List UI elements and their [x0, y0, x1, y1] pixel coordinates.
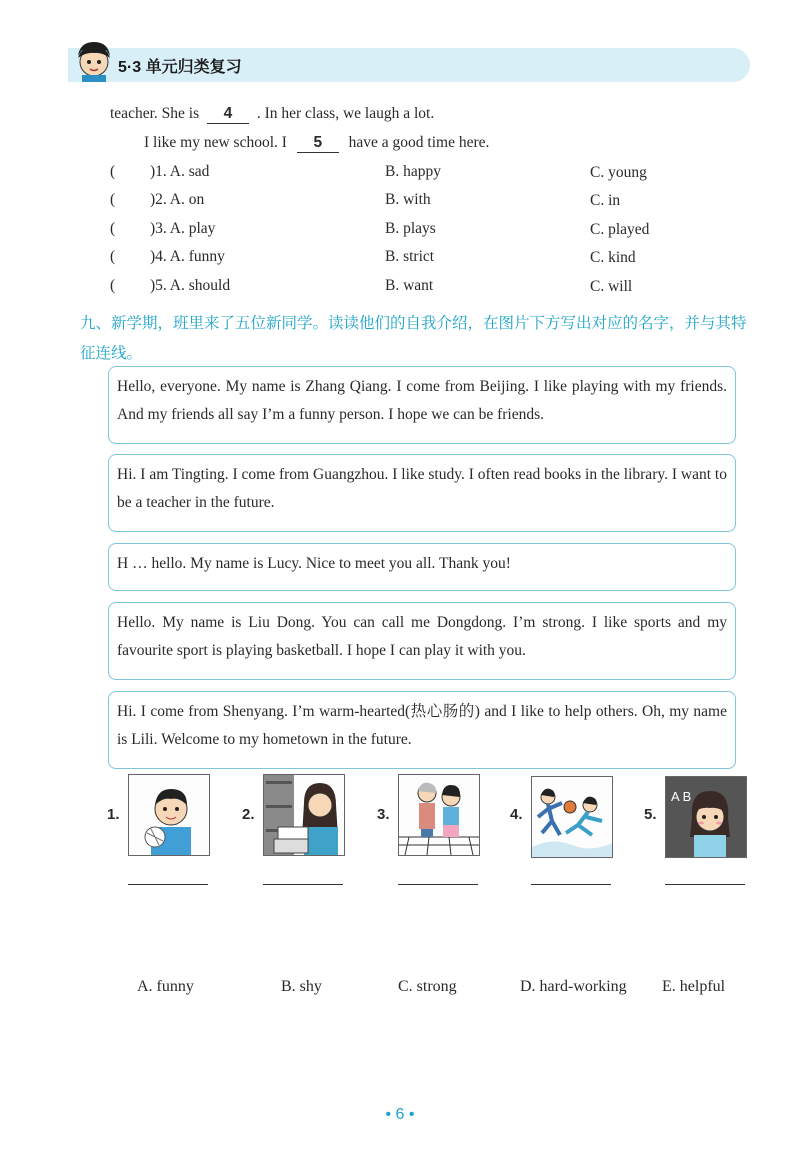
intro-box-4: Hello. My name is Liu Dong. You can call me Dongdong. I’m strong. I like sports and my favourite sport is playing basketball. I hope I can play it with you.: [108, 602, 736, 680]
option-b: B. strict: [385, 248, 435, 265]
answer-paren[interactable]: (: [110, 163, 116, 180]
picture-number-2: 2.: [242, 806, 255, 823]
answer-paren[interactable]: (: [110, 220, 116, 237]
picture-number-4: 4.: [510, 806, 523, 823]
option-b: B. with: [385, 191, 431, 208]
passage-text: . In her class, we laugh a lot.: [256, 105, 435, 122]
trait-hard-working: D. hard-working: [520, 978, 627, 995]
answer-paren[interactable]: (: [110, 248, 116, 265]
picture-number-3: 3.: [377, 806, 390, 823]
option-c: C. young: [590, 164, 647, 181]
passage-line-2: [144, 134, 489, 153]
trait-helpful: E. helpful: [662, 978, 726, 995]
option-b: B. want: [385, 277, 434, 294]
picture-number-5: 5.: [644, 806, 657, 823]
option-c: C. will: [590, 278, 633, 295]
name-blank-2[interactable]: [263, 884, 343, 885]
shy-girl-at-board-icon: [666, 777, 746, 857]
section-9-title: 九、新学期，班里来了五位新同学。读读他们的自我介绍，在图片下方写出对应的名字，并与其特征连线。: [80, 314, 747, 362]
picture-2: [263, 774, 345, 856]
picture-3: [398, 774, 480, 856]
trait-funny: A. funny: [137, 978, 194, 995]
boys-playing-basketball-icon: [532, 777, 612, 857]
passage-text: have a good time here.: [348, 134, 490, 151]
name-blank-3[interactable]: [398, 884, 478, 885]
trait-shy: B. shy: [281, 978, 322, 995]
boy-with-ball-icon: [129, 775, 209, 855]
option-a: )3. A. play: [150, 220, 216, 237]
option-c: C. kind: [590, 249, 636, 266]
passage-text: teacher. She is: [110, 105, 200, 122]
option-a: )4. A. funny: [150, 248, 225, 265]
intro-box-5: Hi. I come from Shenyang. I’m warm-hearted(热心肠的) and I like to help others. Oh, my name is Lili. Welcome to my hometown in the future.: [108, 691, 736, 769]
intro-box-3: H … hello. My name is Lucy. Nice to meet you all. Thank you!: [108, 543, 736, 591]
name-blank-4[interactable]: [531, 884, 611, 885]
girl-with-books-icon: [264, 775, 344, 855]
option-a: )2. A. on: [150, 191, 205, 208]
passage-line-1: [110, 105, 434, 124]
option-b: B. plays: [385, 220, 436, 237]
answer-blank-4: 4: [207, 105, 249, 124]
option-a: )1. A. sad: [150, 163, 210, 180]
answer-blank-5: 5: [297, 134, 339, 153]
option-b: B. happy: [385, 163, 441, 180]
mascot-icon: [72, 38, 116, 82]
picture-1: [128, 774, 210, 856]
picture-4: [531, 776, 613, 858]
board-letters: A B: [671, 789, 692, 804]
option-a: )5. A. should: [150, 277, 231, 294]
page-header-title: 5·3 单元归类复习: [118, 59, 242, 76]
option-c: C. played: [590, 221, 650, 238]
answer-paren[interactable]: (: [110, 191, 116, 208]
intro-box-1: Hello, everyone. My name is Zhang Qiang. I come from Beijing. I like playing with my friends. And my friends all say I’m a funny person. I hope we can be friends.: [108, 366, 736, 444]
passage-text: I like my new school. I: [144, 134, 287, 151]
name-blank-1[interactable]: [128, 884, 208, 885]
picture-5: [665, 776, 747, 858]
answer-paren[interactable]: (: [110, 277, 116, 294]
intro-box-2: Hi. I am Tingting. I come from Guangzhou. I like study. I often read books in the library. I want to be a teacher in the future.: [108, 454, 736, 532]
picture-number-1: 1.: [107, 806, 120, 823]
girl-helping-elder-icon: [399, 775, 479, 855]
trait-strong: C. strong: [398, 978, 457, 995]
option-c: C. in: [590, 192, 621, 209]
name-blank-5[interactable]: [665, 884, 745, 885]
page-number: • 6 •: [385, 1106, 415, 1123]
